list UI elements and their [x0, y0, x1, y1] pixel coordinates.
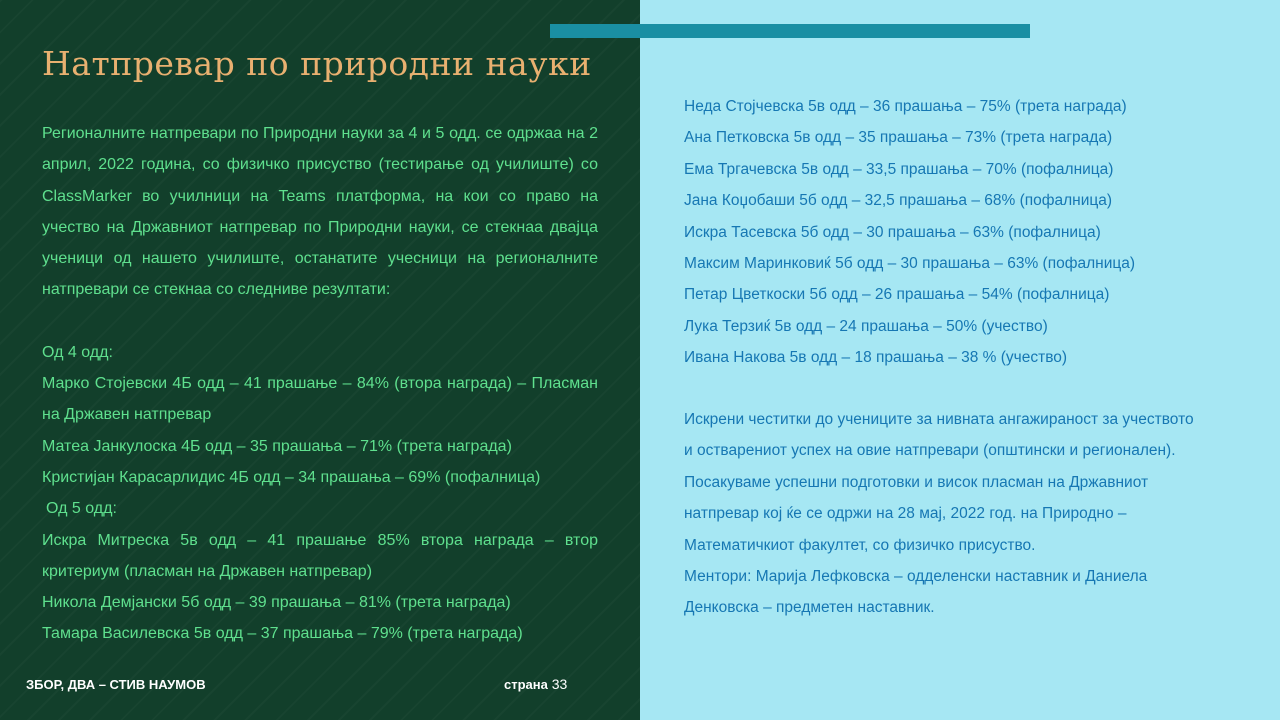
footer-publication: ЗБОР, ДВА – СТИВ НАУМОВ [26, 677, 206, 692]
grade4-result: Матеа Јанкулоска 4Б одд – 35 прашања – 71% (трета награда) [42, 437, 512, 455]
result-item: Ема Тргачевска 5в одд – 33,5 прашања – 70% (пофалница) [684, 160, 1114, 178]
result-item: Ана Петковска 5в одд – 35 прашања – 73% (трета награда) [684, 129, 1113, 147]
closing-content [684, 404, 1204, 624]
result-item: Јана Коџобаши 5б одд – 32,5 прашања – 68% (пофалница) [684, 192, 1113, 210]
result-item: Ивана Накова 5в одд – 18 прашања – 38 % (учество) [684, 349, 1068, 367]
result-item: Искра Тасевска 5б одд – 30 прашања – 63% (пофалница) [684, 223, 1101, 241]
grade4-result: Марко Стојевски 4Б одд – 41 прашање – 84% (втора награда) – Пласман на Државен натпревар [42, 375, 598, 424]
intro-paragraph: Регионалните натпревари по Природни науки за 4 и 5 одд. се одржаа на 2 април, 2022 година, со физичко присуство (тестирање од училиште) со ClassMarker во училници на Teams платформа, на кои со право на учество на Државниот натпревар по Природни науки, се стекнаа двајца ученици од нашето училиште, останатите учесници на регионалните натпревари се стекнаа со следниве резултати: [42, 125, 598, 299]
result-item: Петар Цветкоски 5б одд – 26 прашања – 54% (пофалница) [684, 286, 1110, 304]
result-item: Лука Терзиќ 5в одд – 24 прашања – 50% (учество) [684, 317, 1048, 335]
grade5-result: Никола Демјански 5б одд – 39 прашања – 81% (трета награда) [42, 594, 511, 612]
grade4-heading: Од 4 одд: [42, 343, 113, 361]
left-content [42, 118, 598, 650]
result-item: Максим Маринковиќ 5б одд – 30 прашања – 63% (пофалница) [684, 255, 1136, 273]
page-title: Натпревар по природни науки [42, 44, 592, 83]
spacer [42, 306, 598, 337]
footer-page [504, 676, 567, 692]
grade4-result: Кристијан Карасарлидис 4Б одд – 34 прашања – 69% (пофалница) [42, 468, 541, 486]
grade5-result: Искра Митреска 5в одд – 41 прашање 85% втора награда – втор критериум (пласман на Државен натпревар) [42, 531, 598, 580]
congrats-paragraph: Искрени честитки до учениците за нивната ангажираност за учеството и остварениот успех на овие натпревари (општински и регионален). Посакуваме успешни подготовки и висок пласман на Државниот натпревар кој ќе се одржи на 28 мај, 2022 год. на Природно – Математичкиот факултет, со физичко присуство. [684, 411, 1194, 554]
page-label: страна [504, 677, 548, 692]
results-list [684, 91, 1244, 374]
mentors-paragraph: Ментори: Марија Лефковска – одделенски наставник и Даниела Денковска – предметен наставник. [684, 568, 1148, 617]
page-number: 33 [551, 676, 568, 692]
grade5-heading: Од 5 одд: [46, 500, 117, 518]
result-item: Неда Стојчевска 5в одд – 36 прашања – 75% (трета награда) [684, 98, 1127, 115]
grade5-result: Тамара Василевска 5в одд – 37 прашања – 79% (трета награда) [42, 625, 523, 643]
accent-bar [550, 24, 1030, 38]
